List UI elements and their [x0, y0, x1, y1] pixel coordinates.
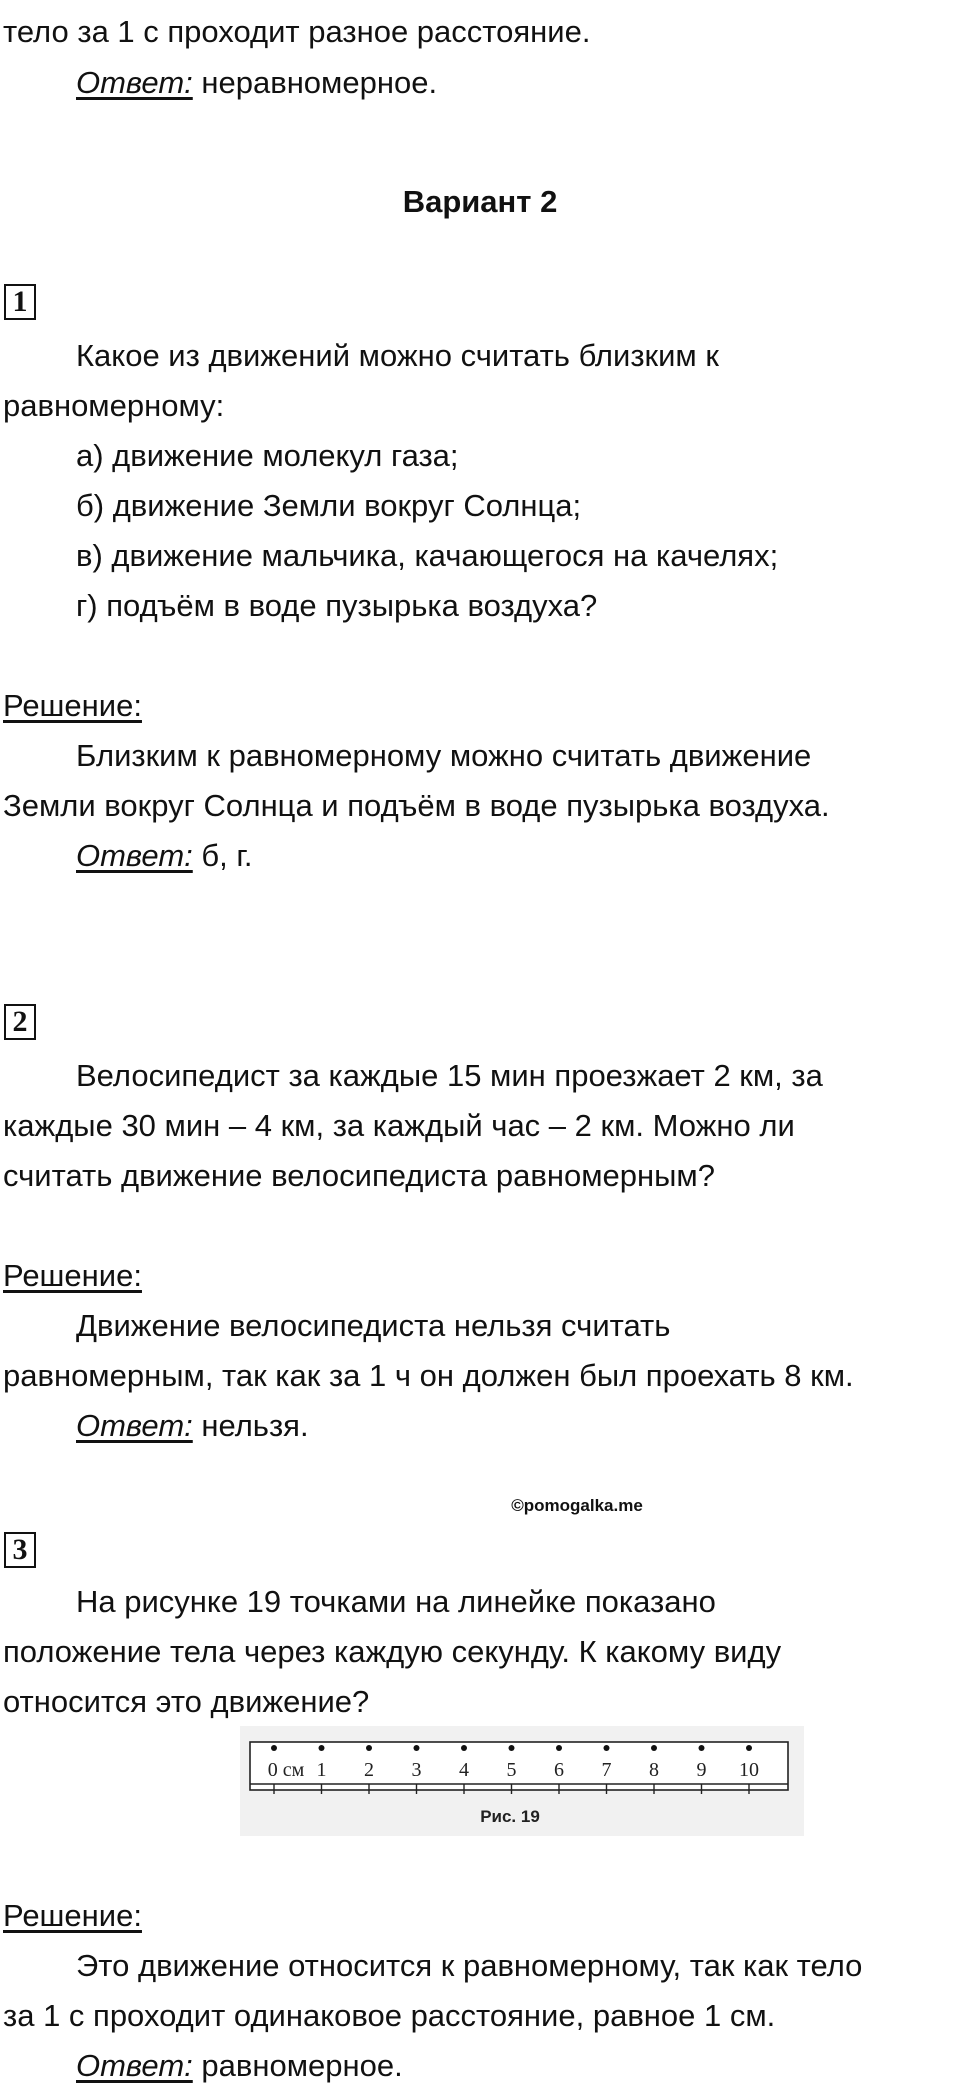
ruler-label: 3	[411, 1759, 422, 1781]
question-line: Велосипедист за каждые 15 мин проезжает 2 км, за	[76, 1058, 823, 1093]
ruler-label: 4	[459, 1759, 469, 1781]
position-dot	[651, 1745, 657, 1751]
position-dot	[604, 1745, 610, 1751]
position-dot	[699, 1745, 705, 1751]
ruler-label: 9	[696, 1759, 707, 1781]
text-line: тело за 1 с проходит разное расстояние.	[3, 14, 591, 49]
solution-line: за 1 с проходит одинаковое расстояние, равное 1 см.	[3, 1998, 776, 2033]
ruler-label: 6	[554, 1759, 564, 1781]
question-line: считать движение велосипедиста равномерным?	[3, 1158, 715, 1193]
solution-line: Это движение относится к равномерному, так как тело	[76, 1948, 863, 1983]
answer-text: б, г.	[192, 838, 253, 873]
solution-label: Решение:	[3, 1898, 142, 1933]
solution-label: Решение:	[3, 688, 142, 723]
ruler-label: 7	[601, 1759, 612, 1781]
position-dot	[319, 1745, 325, 1751]
position-dot	[414, 1745, 420, 1751]
option-b: б) движение Земли вокруг Солнца;	[76, 488, 582, 523]
position-dot	[271, 1745, 277, 1751]
solution-label: Решение:	[3, 1258, 142, 1293]
question-line: Какое из движений можно считать близким к	[76, 338, 719, 373]
answer-label: Ответ:	[76, 2048, 193, 2083]
ruler-illustration	[240, 1726, 804, 1836]
task-number-box: 1	[4, 284, 36, 320]
option-d: г) подъём в воде пузырька воздуха?	[76, 588, 598, 623]
ruler-figure	[240, 1726, 804, 1836]
task-number-box: 2	[4, 1004, 36, 1040]
position-dot	[366, 1745, 372, 1751]
question-line: равномерному:	[3, 388, 225, 423]
question-line: каждые 30 мин – 4 км, за каждый час – 2 км. Можно ли	[3, 1108, 795, 1143]
position-dot	[461, 1745, 467, 1751]
position-dot	[556, 1745, 562, 1751]
answer-line	[76, 2050, 403, 2081]
answer-text: равномерное.	[192, 2048, 403, 2083]
ruler-label: 8	[649, 1759, 659, 1781]
position-dot	[509, 1745, 515, 1751]
answer-text: неравномерное.	[192, 65, 438, 100]
answer-line	[76, 840, 253, 871]
variant-heading: Вариант 2	[402, 184, 558, 219]
answer-label: Ответ:	[76, 838, 193, 873]
question-line: положение тела через каждую секунду. К какому виду	[3, 1634, 782, 1669]
option-a: а) движение молекул газа;	[76, 438, 459, 473]
answer-label: Ответ:	[76, 65, 193, 100]
position-dot	[746, 1745, 752, 1751]
task-number-box: 3	[4, 1532, 36, 1568]
solution-line: Земли вокруг Солнца и подъём в воде пузырька воздуха.	[3, 788, 830, 823]
answer-label: Ответ:	[76, 1408, 193, 1443]
solution-line: равномерным, так как за 1 ч он должен был проехать 8 км.	[3, 1358, 854, 1393]
answer-text: нельзя.	[192, 1408, 309, 1443]
watermark: ©pomogalka.me	[511, 1496, 643, 1515]
question-line: На рисунке 19 точками на линейке показано	[76, 1584, 716, 1619]
answer-line	[76, 67, 437, 98]
ruler-label: 5	[506, 1759, 517, 1781]
ruler-label: 10	[739, 1759, 759, 1781]
question-line: относится это движение?	[3, 1684, 370, 1719]
figure-caption: Рис. 19	[480, 1807, 540, 1826]
option-c: в) движение мальчика, качающегося на качелях;	[76, 538, 779, 573]
solution-line: Близким к равномерному можно считать движение	[76, 738, 812, 773]
solution-line: Движение велосипедиста нельзя считать	[76, 1308, 671, 1343]
ruler-label: 2	[364, 1759, 374, 1781]
ruler-label: 0 см	[267, 1759, 305, 1781]
answer-line	[76, 1410, 309, 1441]
ruler-label: 1	[316, 1759, 327, 1781]
